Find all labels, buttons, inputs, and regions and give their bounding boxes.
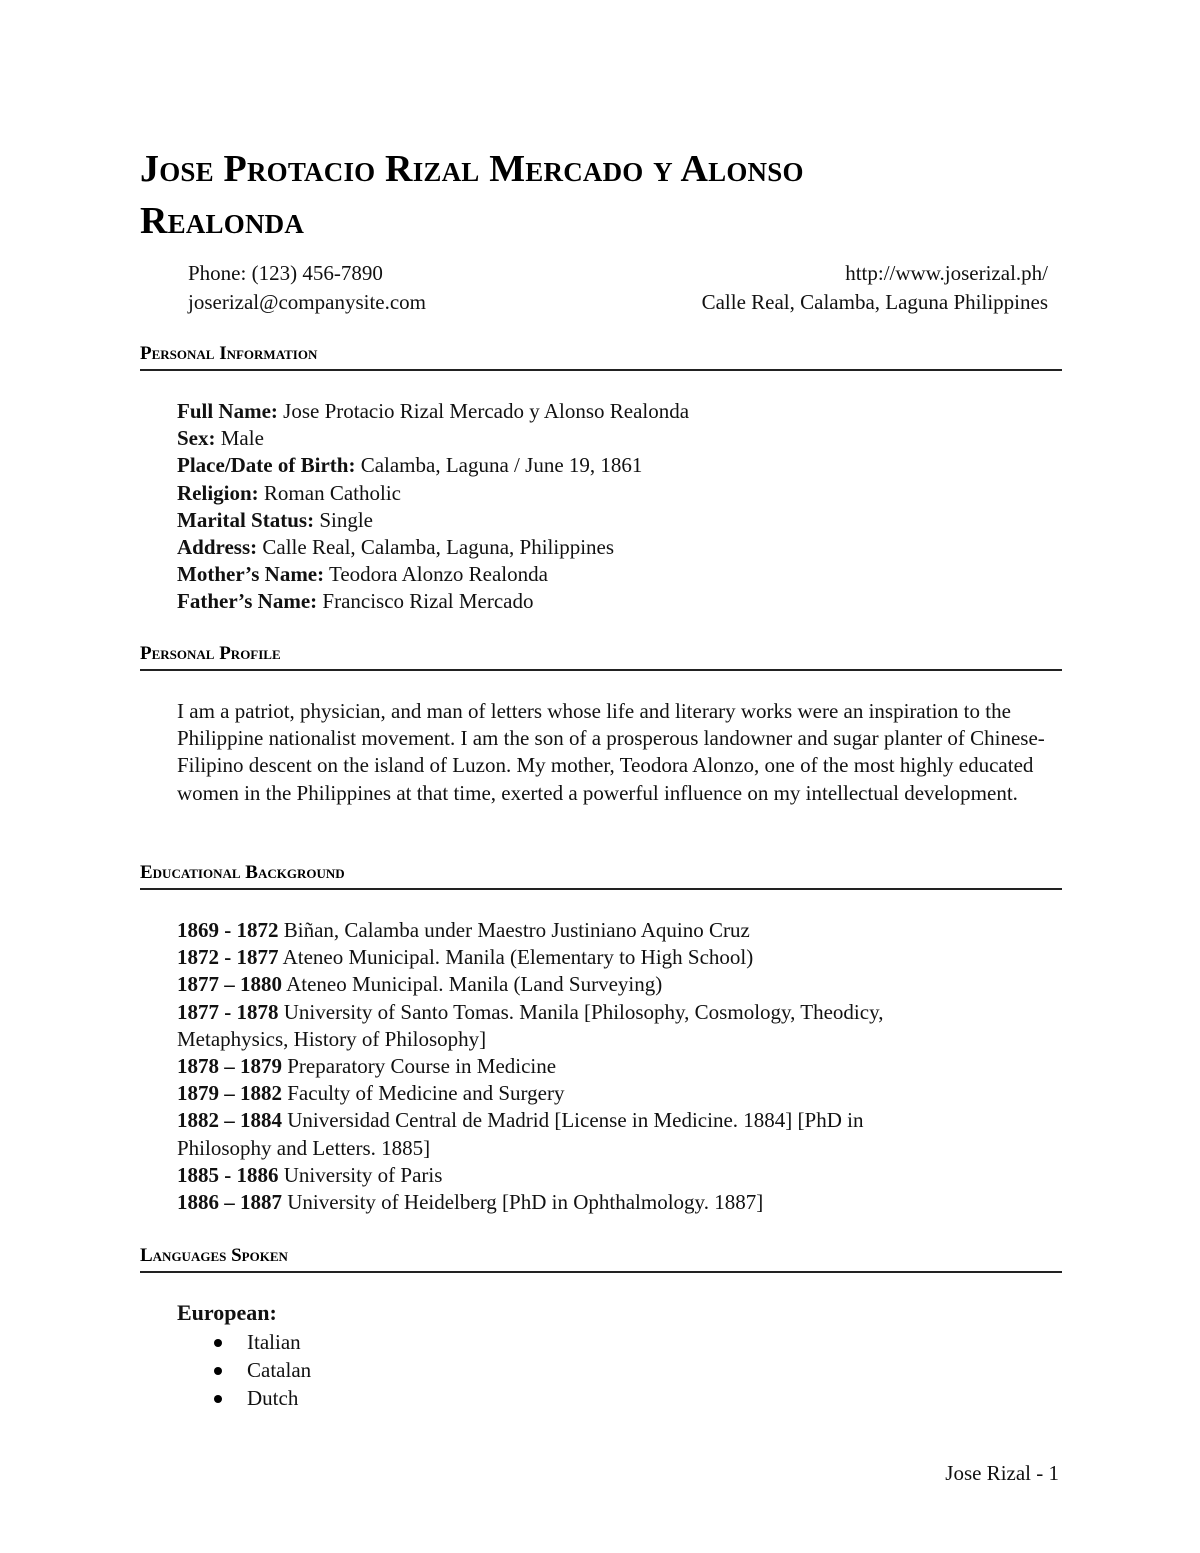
education-entry xyxy=(177,944,997,971)
email-address[interactable]: joserizal@companysite.com xyxy=(188,290,427,314)
info-label: Marital Status: xyxy=(177,507,315,532)
education-entry xyxy=(177,1053,997,1080)
language-list xyxy=(177,1328,1062,1412)
education-entry xyxy=(177,1080,997,1107)
info-value: Single xyxy=(314,507,373,532)
education-list xyxy=(177,917,997,1216)
education-entry xyxy=(177,917,997,944)
section-heading-personal-profile: Personal Profile xyxy=(140,643,1062,671)
section-heading-languages-spoken: Languages Spoken xyxy=(140,1245,1062,1273)
section-heading-educational-background: Educational Background xyxy=(140,862,1062,890)
info-value: Male xyxy=(215,426,264,451)
language-item xyxy=(177,1328,1062,1356)
education-entry xyxy=(177,971,997,998)
page-footer: Jose Rizal - 1 xyxy=(945,1461,1059,1485)
info-label: Full Name: xyxy=(177,399,278,423)
info-row-birth xyxy=(177,452,1062,479)
education-detail: Preparatory Course in Medicine xyxy=(282,1054,557,1079)
info-row-marital-status xyxy=(177,507,1062,534)
education-years: 1877 - 1878 xyxy=(177,999,279,1024)
personal-information-list xyxy=(177,398,1062,616)
education-entry xyxy=(177,1189,997,1216)
name-line-2: Realonda xyxy=(140,200,305,242)
info-label: Religion: xyxy=(177,480,259,505)
info-value: Calamba, Laguna / June 19, 1861 xyxy=(355,453,643,478)
education-entry xyxy=(177,1107,877,1161)
language-name: Dutch xyxy=(247,1386,299,1410)
info-value: Francisco Rizal Mercado xyxy=(317,589,534,614)
info-row-father xyxy=(177,588,1062,615)
info-label: Sex: xyxy=(177,426,216,451)
info-label: Father’s Name: xyxy=(177,589,318,614)
education-detail: Universidad Central de Madrid [License in Medicine. 1884] [PhD in Philosophy and Letters. 1885] xyxy=(177,1108,864,1160)
education-detail: University of Paris xyxy=(278,1162,443,1187)
education-years: 1879 – 1882 xyxy=(177,1081,282,1106)
info-row-full-name xyxy=(177,398,1062,425)
personal-profile-text: I am a patriot, physician, and man of letters whose life and literary works were an inspiration to the Philippine nationalist movement. I am the son of a prosperous landowner and sugar planter of Chinese-Filipino descent on the island of Luzon. My mother, Teodora Alonzo, one of the most highly educated women in the Philippines at that time, exerted a powerful influence on my intellectual development. xyxy=(177,699,1045,805)
education-entry xyxy=(177,999,997,1053)
website-link[interactable]: http://www.joserizal.ph/ xyxy=(845,261,1048,285)
contact-row-2 xyxy=(188,288,1048,317)
info-value: Teodora Alonzo Realonda xyxy=(324,562,548,587)
info-label: Place/Date of Birth: xyxy=(177,453,356,478)
contact-block xyxy=(188,259,1048,317)
education-detail: Biñan, Calamba under Maestro Justiniano Aquino Cruz xyxy=(278,918,750,942)
languages-block xyxy=(177,1298,1062,1412)
language-name: Catalan xyxy=(247,1358,312,1382)
education-detail: Ateneo Municipal. Manila (Land Surveying) xyxy=(282,972,663,997)
info-value: Jose Protacio Rizal Mercado y Alonso Realonda xyxy=(277,399,690,423)
education-years: 1869 - 1872 xyxy=(177,918,279,942)
info-row-religion xyxy=(177,480,1062,507)
education-detail: University of Heidelberg [PhD in Ophthalmology. 1887] xyxy=(282,1190,764,1215)
name-line-1: Jose Protacio Rizal Mercado y Alonso xyxy=(140,148,804,190)
education-years: 1878 – 1879 xyxy=(177,1054,282,1079)
section-heading-personal-information: Personal Information xyxy=(140,343,1062,371)
info-row-sex xyxy=(177,425,1062,452)
contact-row-1 xyxy=(188,259,1048,288)
education-years: 1885 - 1886 xyxy=(177,1162,279,1187)
bullet-icon xyxy=(214,1367,222,1375)
info-value: Calle Real, Calamba, Laguna, Philippines xyxy=(257,535,615,560)
language-name: Italian xyxy=(247,1330,301,1354)
education-years: 1882 – 1884 xyxy=(177,1108,282,1133)
education-detail: University of Santo Tomas. Manila [Philosophy, Cosmology, Theodicy, Metaphysics, History of Philosophy] xyxy=(177,999,884,1051)
location-address: Calle Real, Calamba, Laguna Philippines xyxy=(701,290,1048,314)
language-group-label: European: xyxy=(177,1300,277,1325)
phone-number: Phone: (123) 456-7890 xyxy=(188,261,383,285)
education-detail: Faculty of Medicine and Surgery xyxy=(282,1081,565,1106)
info-value: Roman Catholic xyxy=(258,480,401,505)
bullet-icon xyxy=(214,1395,222,1403)
info-label: Address: xyxy=(177,535,258,560)
info-row-mother xyxy=(177,561,1062,588)
education-years: 1872 - 1877 xyxy=(177,945,279,970)
education-years: 1877 – 1880 xyxy=(177,972,282,997)
info-label: Mother’s Name: xyxy=(177,562,325,587)
language-item xyxy=(177,1356,1062,1384)
language-item xyxy=(177,1384,1062,1412)
education-entry xyxy=(177,1162,997,1189)
bullet-icon xyxy=(214,1339,222,1347)
resume-title xyxy=(140,143,1060,247)
education-detail: Ateneo Municipal. Manila (Elementary to High School) xyxy=(278,945,754,970)
info-row-address xyxy=(177,534,1062,561)
education-years: 1886 – 1887 xyxy=(177,1190,282,1215)
